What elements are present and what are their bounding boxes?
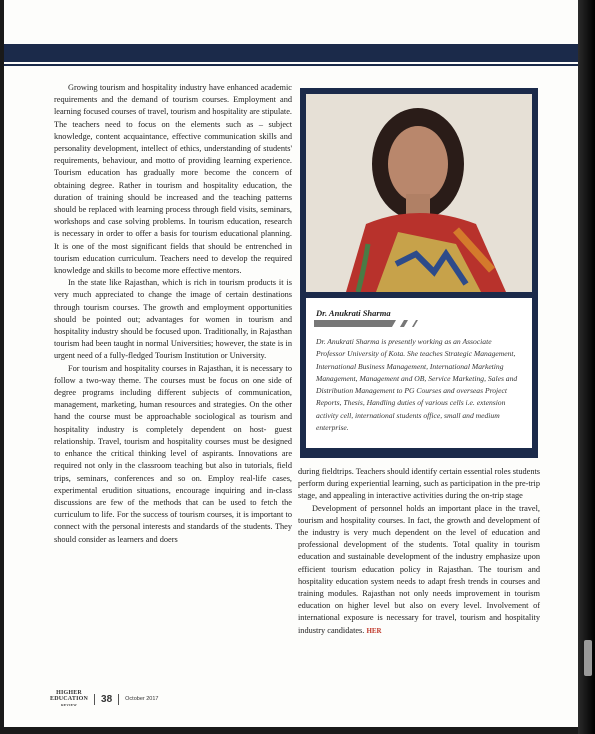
logo-line: EDUCATION bbox=[50, 696, 89, 702]
article-paragraph: For tourism and hospitality courses in Rajasthan, it is necessary to follow a two-way theme. The courses must be focus on one side of degree programs including different subjects of communication, management, marketing, human resources and strategies. On the other hand the course must be approachable sociological as tourism and hospitality industry is completely dependent on host- guest relationship. Travel, tourism and hospitality courses must be designed to enhance the critical thinking level of aspirants. Innovations are required not only in the classroom teaching but also in tutorials, field trips, seminars, conferences and so on. Employ real-life cases, experimental erudition situations, encourage inquiring and in-class discussions are few of the methods that can be used to fetch the curriculum to life. For the success of tourism courses, it is important to connect with the personal interests and standards of the students. They should consider as learners and doers bbox=[54, 363, 292, 544]
logo-line: REVIEW bbox=[61, 703, 77, 707]
article-paragraph bbox=[298, 503, 540, 637]
article-paragraph-text: Development of personnel holds an important place in the travel, tourism and hospitality courses. In fact, the growth and development of the industry is very much dependent on the level of education and professional development of the students. Total quality in tourism education and sustainable development of the industry emphasize upon efficient tourism education policy in Rajasthan. The tourism and hospitality education system needs to adapt fresh trends in courses and training modules. Rajasthan not only needs improvement in tourism education on higher level but also on every level. Involvement of international exposure is necessary for travel, tourism and hospitality industry candidates. bbox=[298, 503, 540, 635]
page-number: 38 bbox=[101, 693, 113, 705]
footer-divider bbox=[94, 694, 95, 705]
author-caption bbox=[306, 298, 532, 448]
next-page-tab[interactable] bbox=[584, 640, 592, 676]
page-footer bbox=[50, 692, 158, 706]
author-bio: Dr. Anukrati Sharma is presently working as an Associate Professor University of Kota. She teaches Strategic Management, International Business Management, International Marketing Management, Management and OB, Service Marketing, Sales and Distribution Management to PG Courses and overseas Project Reports, Thesis, Handling duties of various cells i.e. extension activity cell, international students office, small and medium enterprise. bbox=[316, 337, 518, 433]
author-portrait-illustration bbox=[306, 94, 532, 292]
article-paragraph: Growing tourism and hospitality industry have enhanced academic requirements and the demand of tourism courses. Employment and learning focused courses of travel, tourism and hospitality are stipulate. The teachers need to focus on the elements such as – subject knowledge, content acquaintance, effective communication skills and personality development, intellect of ethics, understanding of students' requirements, behaviour, and motto of providing learning experience. Tourism education has gradually more become the concern of obtaining degree. Rather in tourism and hospitality education, the duration of training should be increased and the teaching patterns should be replaced with learning process through field visits, seminars, workshops and case solving problems. In tourism education, research is necessary in order to offer a basis for tourism educational planning. It is one of the most significant fields that should be entrenched in tourism education curriculum. Teachers need to develop the required knowledge and skills to become more effective mentors. bbox=[54, 83, 292, 276]
author-name: Dr. Anukrati Sharma bbox=[316, 308, 391, 318]
magazine-logo bbox=[50, 690, 88, 708]
article-left-column bbox=[54, 82, 292, 546]
author-profile-box bbox=[300, 88, 538, 458]
page-edge-shadow bbox=[578, 0, 595, 734]
magazine-page bbox=[4, 0, 578, 727]
article-paragraph: during fieldtrips. Teachers should identify certain essential roles students perform during experiential learning, such as participation in the pre-trip stage, and appealing in interactive activities during the on-trip stage bbox=[298, 467, 540, 501]
footer-divider bbox=[118, 694, 119, 705]
article-right-column bbox=[298, 466, 540, 637]
author-photo bbox=[306, 94, 532, 292]
article-paragraph: In the state like Rajasthan, which is rich in tourism products it is very much appreciated to change the image of certain destinations through tourism courses. The growth and employment opportunities should be pointed out; advantages for women in tourism and hospitality industry should be focused upon. Traditionally, in Rajasthan tourism had been taught in normal Universities; however, the state is in urgent need of a fully-fledged Tourism Institution or University. bbox=[54, 278, 292, 361]
header-rule bbox=[4, 64, 578, 66]
issue-date: October 2017 bbox=[125, 696, 159, 702]
header-band bbox=[4, 44, 578, 62]
logo-line: HIGHER bbox=[56, 690, 82, 696]
end-mark: HER bbox=[366, 626, 382, 635]
